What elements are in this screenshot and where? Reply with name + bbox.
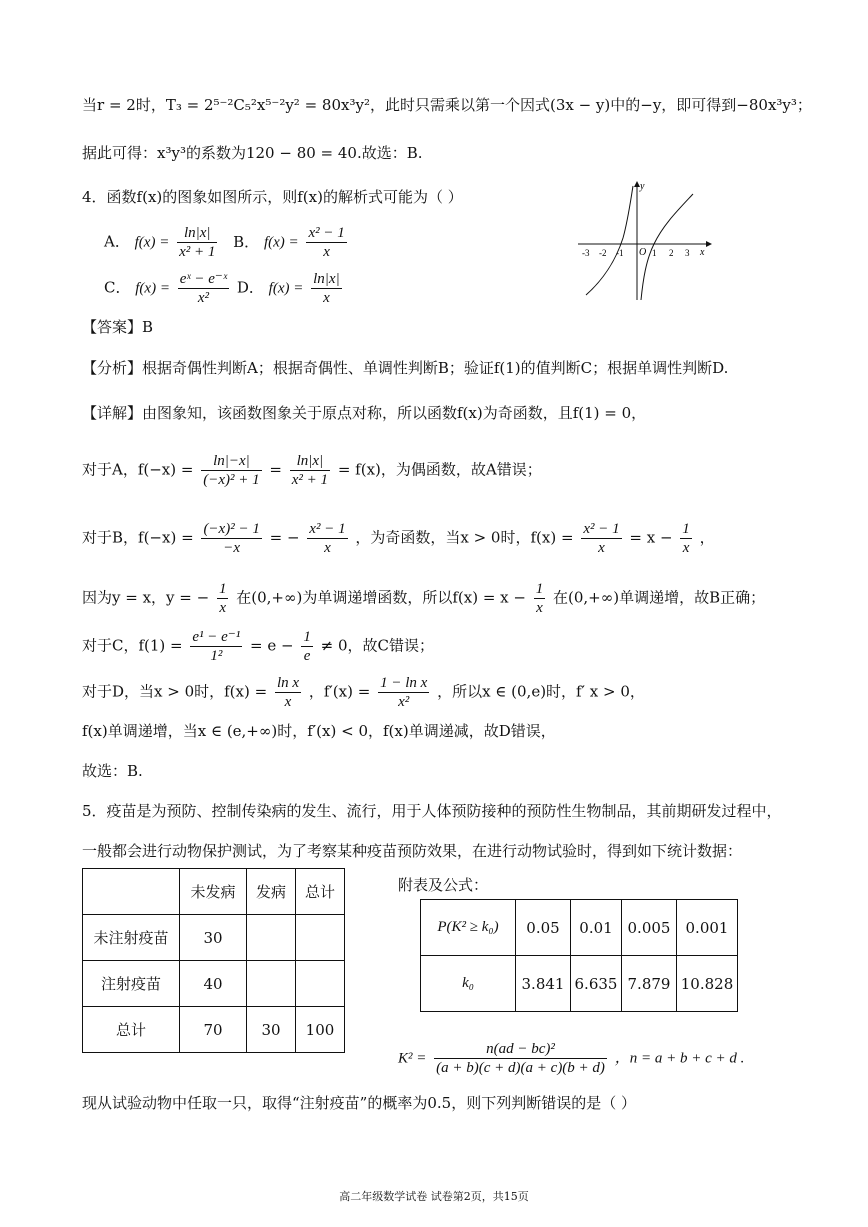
tick-label: 2: [669, 248, 674, 258]
curve-left-branch: [586, 186, 633, 295]
because-mid: 在(0,+∞)为单调递增函数，所以f(x) = x −: [236, 588, 526, 607]
analysis: 【分析】根据奇偶性判断A；根据奇偶性、单调性判断B；验证f(1)的值判断C；根据单调性判断D.: [82, 359, 729, 377]
option-d-lhs: f(x) =: [268, 280, 304, 297]
table-cell: k₀: [421, 956, 516, 1012]
table-cell: 未注射疫苗: [83, 915, 180, 961]
formula-lhs: K² =: [398, 1050, 427, 1067]
k-squared-formula: [398, 1040, 744, 1077]
for-d-derivative: ，f′(x) =: [308, 682, 371, 701]
for-d-line-2: f(x)单调递增，当x ∈ (e,+∞)时，f′(x) < 0，f(x)单调递减，故D错误，: [82, 722, 556, 740]
curve-right-branch: [641, 194, 693, 300]
table-cell: 0.01: [571, 900, 622, 956]
for-d-prefix: 对于D，当x > 0时，f(x) =: [82, 682, 268, 701]
table-cell: [83, 869, 180, 915]
for-b-frac-2: $\frac{\text{x² − 1}}{x}$: [309, 521, 346, 556]
solution-line-2: 据此可得：x³y³的系数为120 − 80 = 40.故选：B.: [82, 144, 423, 162]
table-row: [421, 900, 738, 956]
origin-label: O: [639, 247, 647, 258]
table-cell: [247, 961, 296, 1007]
for-c-frac-2: $\frac{1}{e}$: [303, 629, 311, 664]
for-a-equals: =: [269, 460, 282, 479]
option-b-label: B．: [233, 232, 260, 251]
table-row: [83, 1007, 345, 1053]
option-row-ab: [104, 224, 350, 261]
option-c-fraction: $\frac{\text{eˣ − e⁻ˣ}}{\text{x²}}$: [179, 271, 228, 306]
table-row: [83, 961, 345, 1007]
table-cell: 10.828: [677, 956, 738, 1012]
because-prefix: 因为y = x，y = −: [82, 588, 210, 607]
for-a-line: [82, 452, 542, 489]
table-cell: 100: [296, 1007, 345, 1053]
for-a-prefix: 对于A，f(−x) =: [82, 460, 194, 479]
for-b-frac-4: $\frac{1}{x}$: [682, 521, 690, 556]
for-c-mid: = e −: [250, 636, 294, 655]
for-b-end: ，: [699, 528, 715, 547]
for-c-frac-1: $\frac{\text{e¹ − e⁻¹}}{\text{1²}}$: [192, 629, 241, 664]
for-b-neg: = −: [269, 528, 300, 547]
for-c-conclusion: ≠ 0，故C错误；: [320, 636, 435, 655]
for-d-line: [82, 674, 645, 711]
table-cell: 7.879: [622, 956, 677, 1012]
table-cell: [296, 915, 345, 961]
table-cell: 0.005: [622, 900, 677, 956]
question-5-line-1: 5．疫苗是为预防、控制传染病的发生、流行，用于人体预防接种的预防性生物制品，其前期研发过程中，: [82, 802, 782, 820]
for-b-odd-text: ，为奇函数，当x > 0时，f(x) =: [355, 528, 574, 547]
because-conclusion: 在(0,+∞)单调递增，故B正确；: [553, 588, 766, 607]
table-cell: 0.05: [516, 900, 571, 956]
table-cell: 70: [180, 1007, 247, 1053]
question-5-line-2: 一般都会进行动物保护测试，为了考察某种疫苗预防效果，在进行动物试验时，得到如下统计数据：: [82, 842, 743, 860]
tick-label: 3: [685, 248, 690, 258]
table-cell: 总计: [296, 869, 345, 915]
x-axis-arrow-icon: [706, 241, 712, 247]
for-d-frac-2: $\frac{\text{1 − ln x}}{\text{x²}}$: [380, 675, 428, 710]
formula-n: ，n = a + b + c + d .: [614, 1050, 745, 1067]
table-cell: 注射疫苗: [83, 961, 180, 1007]
solution-line-1: 当r = 2时，T₃ = 2⁵⁻²C₅²x⁵⁻²y² = 80x³y²，此时只需乘以第一个因式(3x − y)中的−y，即可得到−80x³y³；: [82, 96, 812, 114]
table-cell: 发病: [247, 869, 296, 915]
tick-label: -2: [599, 248, 607, 258]
for-a-frac-2: $\frac{\ln|x|}{\text{x² + 1}}$: [291, 453, 329, 488]
function-graph: [578, 180, 713, 305]
choose-line: 故选：B.: [82, 762, 143, 780]
table-cell: P(K² ≥ k₀): [421, 900, 516, 956]
option-d-fraction: $\frac{\ln|x|}{x}$: [313, 271, 340, 306]
y-axis-label: y: [640, 181, 645, 192]
for-d-interval: ，所以x ∈ (0,e)时，f′ x > 0，: [437, 682, 645, 701]
for-b-prefix: 对于B，f(−x) =: [82, 528, 194, 547]
because-frac-1: $\frac{1}{x}$: [218, 581, 227, 616]
option-a-lhs: f(x) =: [134, 234, 170, 251]
question-4: 4．函数f(x)的图象如图所示，则f(x)的解析式可能为（ ）: [82, 188, 463, 206]
for-b-minus: = x −: [629, 528, 673, 547]
x-axis-label: x: [700, 247, 705, 258]
table-cell: 30: [247, 1007, 296, 1053]
tick-label: -1: [616, 248, 624, 258]
contingency-table: [82, 868, 345, 1053]
for-b-frac-3: $\frac{\text{x² − 1}}{x}$: [583, 521, 620, 556]
for-c-line: [82, 628, 434, 665]
option-b-fraction: $\frac{\text{x² − 1}}{x}$: [308, 225, 345, 260]
tick-label: -3: [582, 248, 590, 258]
option-a-label: A．: [104, 232, 130, 251]
option-a-fraction: $\frac{\ln|x|}{\text{x² + 1}}$: [179, 225, 216, 260]
formula-fraction: $\frac{\text{n(ad − bc)²}}{(a + b)(c + d)(a + c)(b + d)}$: [436, 1041, 605, 1076]
question-5-line-3: 现从试验动物中任取一只，取得“注射疫苗”的概率为0.5，则下列判断错误的是（ ）: [82, 1094, 636, 1112]
table-cell: 0.001: [677, 900, 738, 956]
for-b-frac-1: $\frac{\text{(−x)² − 1}}{-x}$: [203, 521, 260, 556]
table-cell: 总计: [83, 1007, 180, 1053]
detail: 【详解】由图象知，该函数图象关于原点对称，所以函数f(x)为奇函数，且f(1) = 0，: [82, 404, 647, 422]
for-b-line: [82, 520, 715, 557]
table-row: [421, 956, 738, 1012]
page-footer: 高二年级数学试卷 试卷第2页，共15页: [339, 1190, 529, 1203]
because-frac-2: $\frac{1}{x}$: [535, 581, 544, 616]
for-c-prefix: 对于C，f(1) =: [82, 636, 183, 655]
appendix-label: 附表及公式：: [398, 876, 489, 894]
tick-label: 1: [652, 248, 657, 258]
option-row-cd: [104, 270, 345, 307]
table-cell: [296, 961, 345, 1007]
for-a-frac-1: $\frac{\ln|-x|}{\text{(−x)² + 1}}$: [203, 453, 260, 488]
table-cell: 6.635: [571, 956, 622, 1012]
option-c-label: C．: [104, 278, 131, 297]
option-c-lhs: f(x) =: [135, 280, 170, 297]
critical-value-table: [420, 899, 738, 1012]
table-row: [83, 915, 345, 961]
option-d-label: D．: [236, 278, 264, 297]
for-a-conclusion: = f(x)，为偶函数，故A错误；: [337, 460, 542, 479]
table-cell: 未发病: [180, 869, 247, 915]
table-cell: 40: [180, 961, 247, 1007]
table-cell: 3.841: [516, 956, 571, 1012]
option-b-lhs: f(x) =: [263, 234, 299, 251]
table-cell: [247, 915, 296, 961]
because-line: [82, 580, 765, 617]
answer: 【答案】B: [82, 318, 154, 336]
for-d-frac-1: $\frac{\text{ln x}}{x}$: [276, 675, 300, 710]
table-row: [83, 869, 345, 915]
table-cell: 30: [180, 915, 247, 961]
